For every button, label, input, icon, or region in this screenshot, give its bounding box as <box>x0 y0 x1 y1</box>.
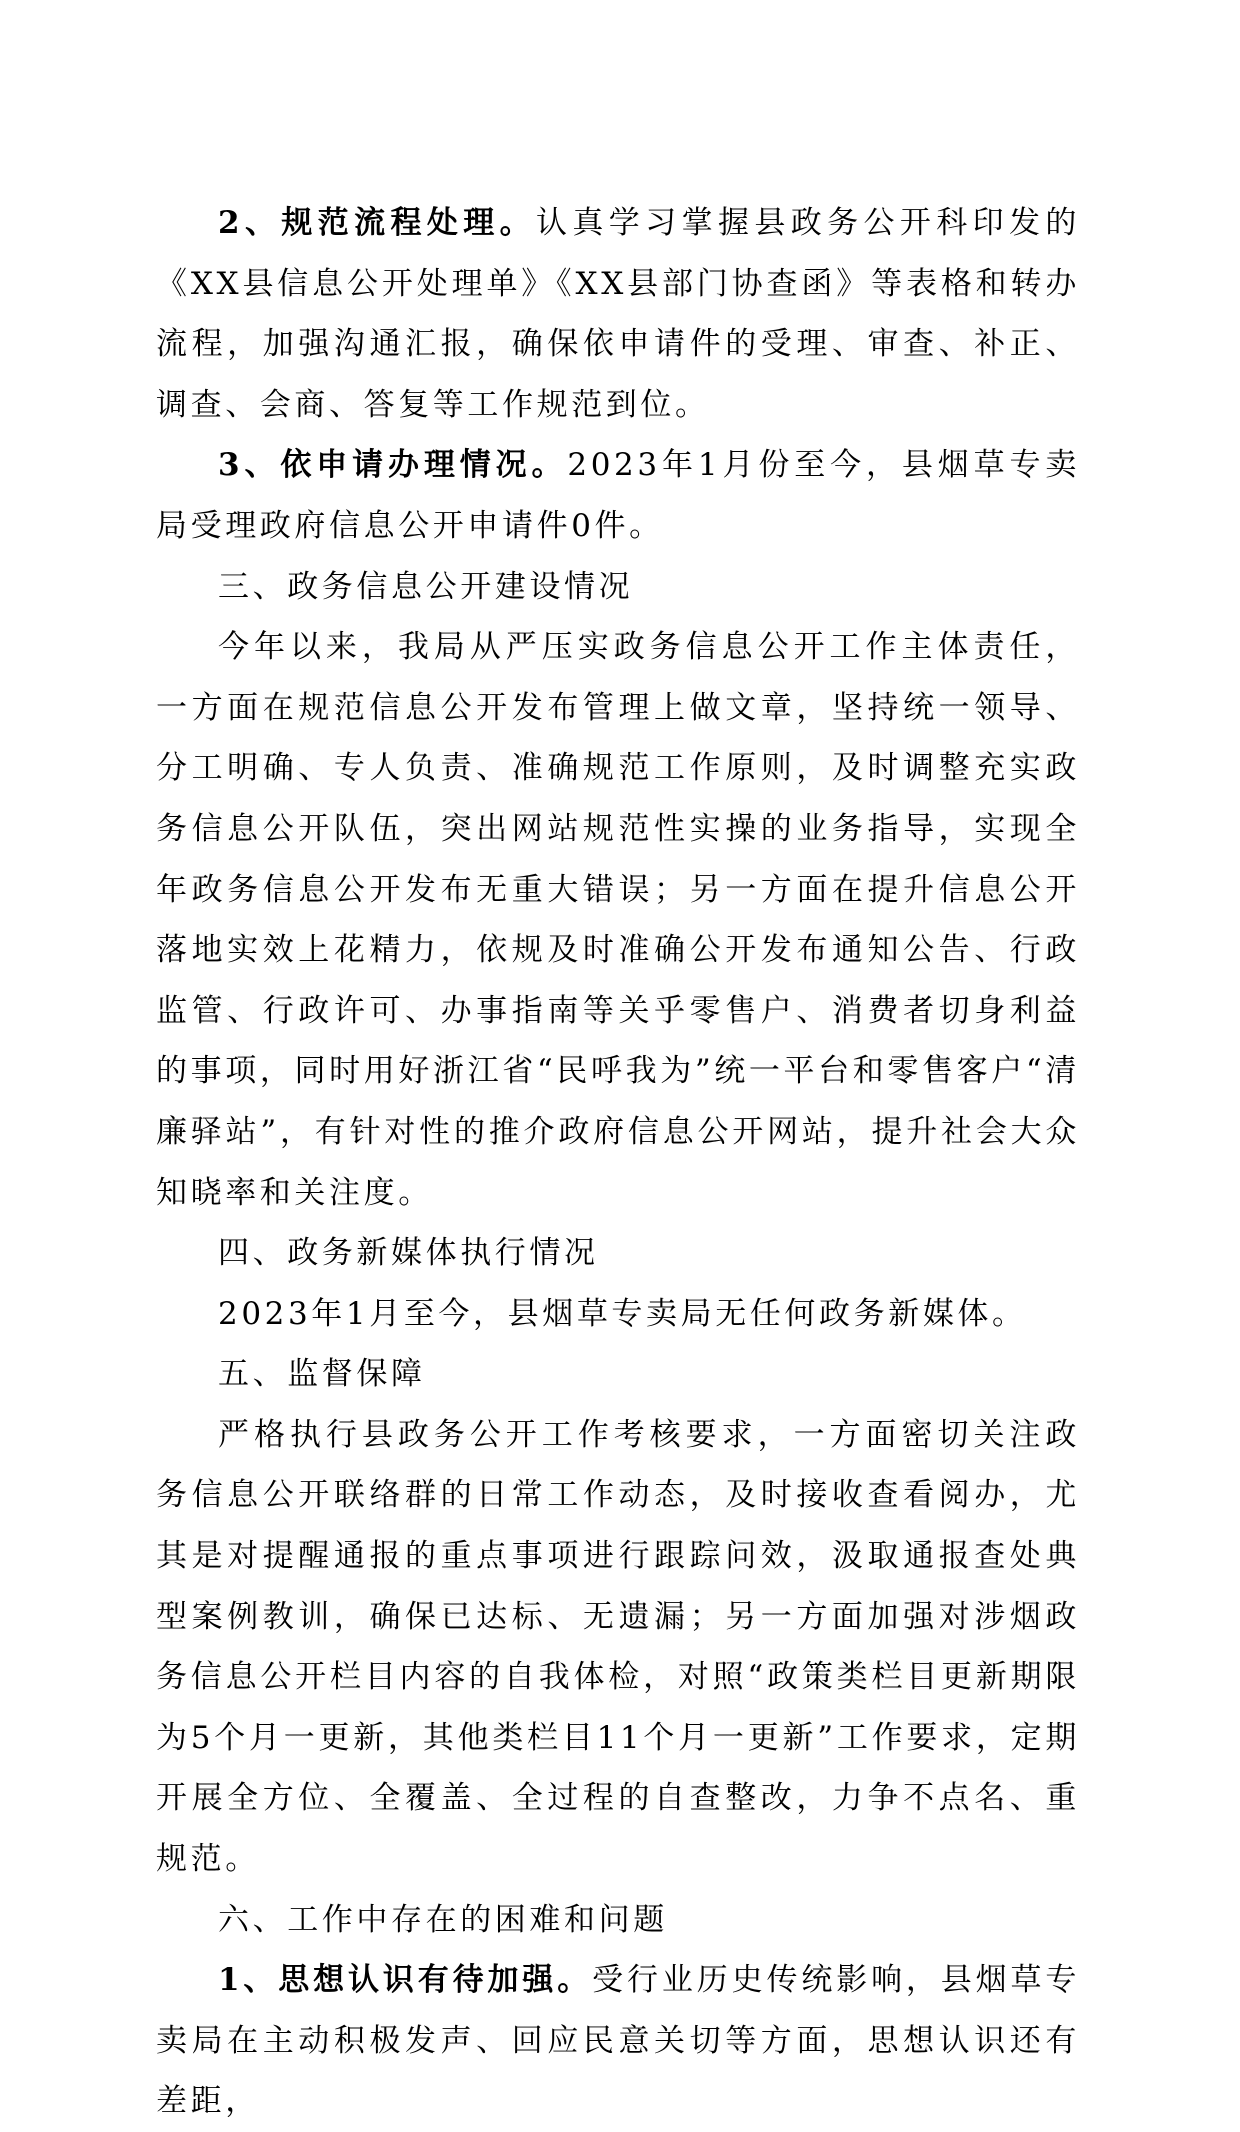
paragraph-awareness <box>156 1950 1080 2132</box>
paragraph-supervision: 严格执行县政务公开工作考核要求，一方面密切关注政务信息公开联络群的日常工作动态，及时接收查看阅办，尤其是对提醒通报的重点事项进行跟踪问效，汲取通报查处典型案例教训，确保已达标、无遗漏；另一方面加强对涉烟政务信息公开栏目内容的自我体检，对照“政策类栏目更新期限为5个月一更新，其他类栏目11个月一更新”工作要求，定期开展全方位、全覆盖、全过程的自查整改，力争不点名、重规范。 <box>156 1416 1080 1878</box>
document-body <box>156 193 1080 2132</box>
paragraph-text: 受行业历史传统影响，县烟草专卖局在主动积极发声、回应民意关切等方面，思想认识还有差距， <box>156 1962 1081 2120</box>
paragraph-text: 2023年1月份至今，县烟草专卖局受理政府信息公开申请件0件。 <box>156 447 1080 544</box>
section-heading-3: 三、政务信息公开建设情况 <box>218 568 634 605</box>
paragraph-process-standard <box>156 193 1080 435</box>
paragraph-text: 认真学习掌握县政务公开科印发的《XX县信息公开处理单》《XX县部门协查函》等表格和转办流程，加强沟通汇报，确保依申请件的受理、审查、补正、调查、会商、答复等工作规范到位。 <box>156 205 1080 423</box>
section-heading-6: 六、工作中存在的困难和问题 <box>218 1901 668 1938</box>
paragraph-lead: 3、依申请办理情况。 <box>218 447 568 484</box>
paragraph-lead: 2、规范流程处理。 <box>218 205 537 241</box>
paragraph-new-media: 2023年1月至今，县烟草专卖局无任何政务新媒体。 <box>218 1295 1027 1332</box>
paragraph-lead: 1、思想认识有待加强。 <box>218 1962 593 1999</box>
section-heading-5: 五、监督保障 <box>218 1356 426 1393</box>
paragraph-construction: 今年以来，我局从严压实政务信息公开工作主体责任，一方面在规范信息公开发布管理上做文章，坚持统一领导、分工明确、专人负责、准确规范工作原则，及时调整充实政务信息公开队伍，突出网站规范性实操的业务指导，实现全年政务信息公开发布无重大错误；另一方面在提升信息公开落地实效上花精力，依规及时准确公开发布通知公告、行政监管、行政许可、办事指南等关乎零售户、消费者切身利益的事项，同时用好浙江省“民呼我为”统一平台和零售客户“清廉驿站”，有针对性的推介政府信息公开网站，提升社会大众知晓率和关注度。 <box>156 629 1080 1211</box>
paragraph-application-status <box>156 435 1080 556</box>
section-heading-4: 四、政务新媒体执行情况 <box>218 1235 599 1272</box>
